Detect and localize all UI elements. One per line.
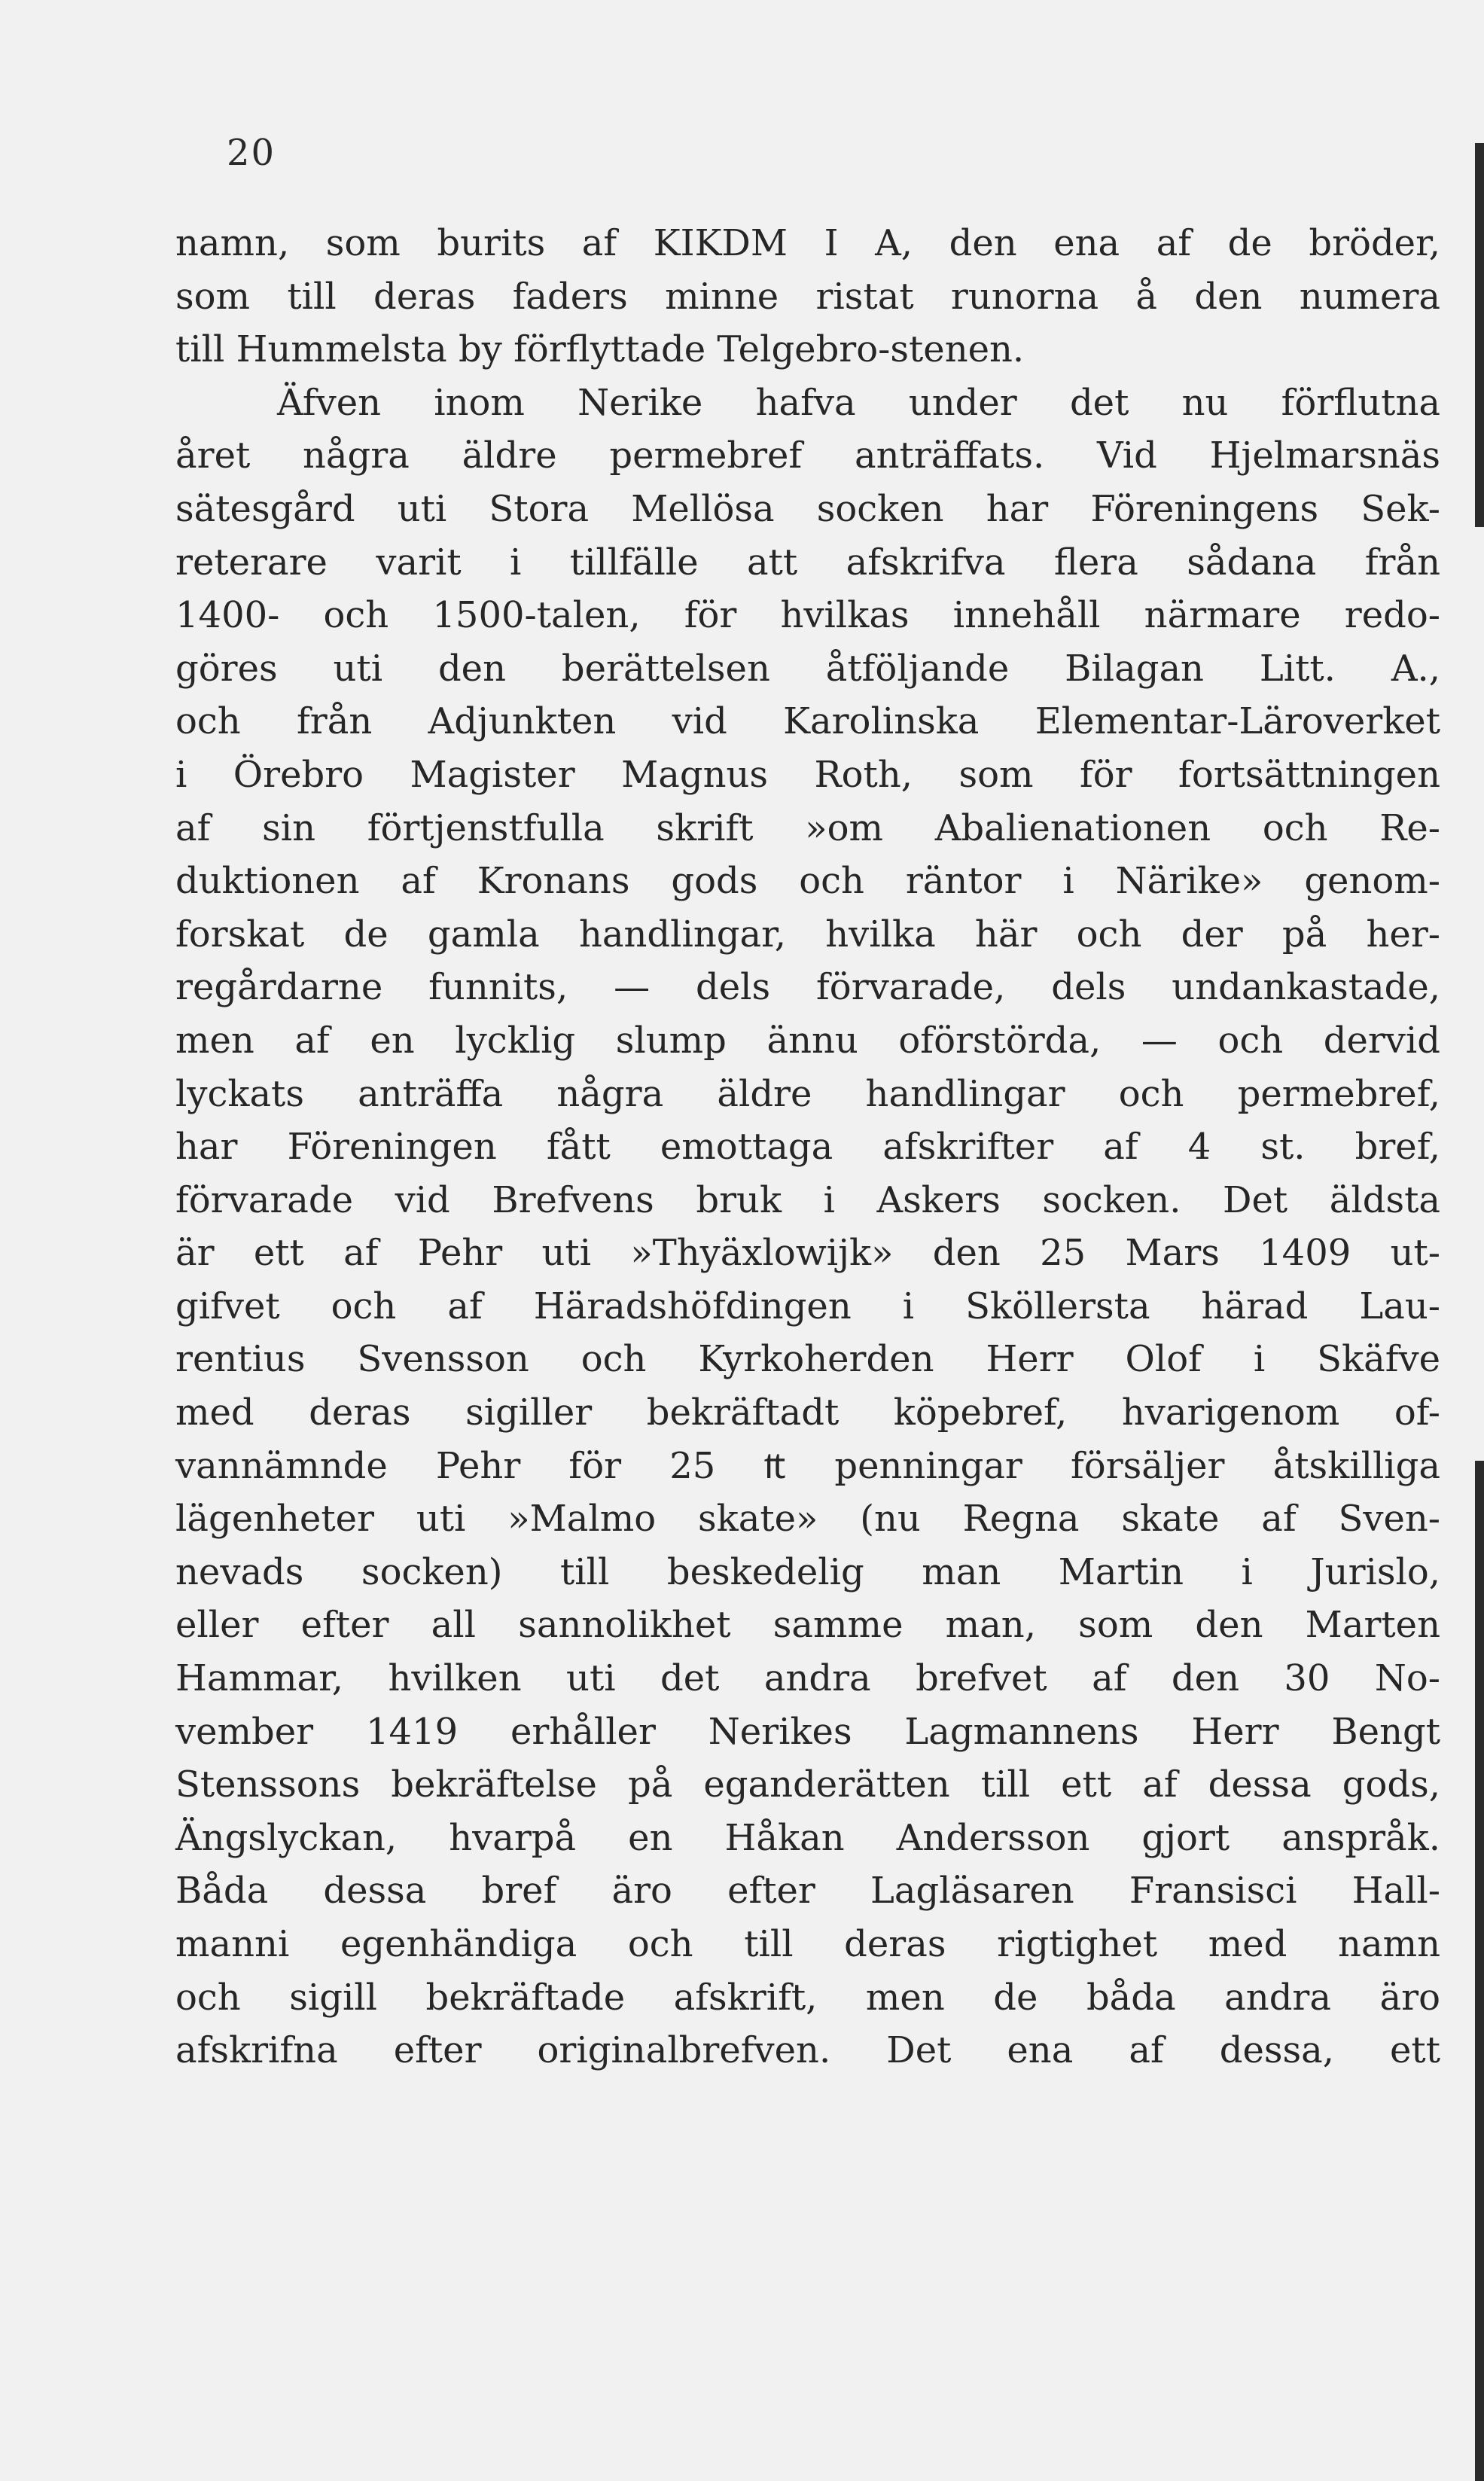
text-line-2: som till deras faders minne ristat runorna å den numera	[175, 275, 1440, 318]
text-line-26: nevads socken) till beskedelig man Martin i Jurislo,	[175, 1550, 1440, 1593]
text-line-32: Båda dessa bref äro efter Lagläsaren Fransisci Hall-	[175, 1870, 1440, 1913]
text-line-17: lyckats anträffa några äldre handlingar och permebref,	[175, 1072, 1440, 1115]
text-line-14: forskat de gamla handlingar, hvilka här och der på her-	[175, 913, 1440, 956]
text-line-10: och från Adjunkten vid Karolinska Elementar-Läroverket	[175, 700, 1440, 743]
body-text	[175, 217, 1440, 2077]
text-line-23: med deras sigiller bekräftadt köpebref, hvarigenom of-	[175, 1391, 1440, 1434]
text-line-20: är ett af Pehr uti »Thyäxlowijk» den 25 Mars 1409 ut-	[175, 1232, 1440, 1275]
text-line-29: vember 1419 erhåller Nerikes Lagmannens Herr Bengt	[175, 1710, 1440, 1753]
text-line-5: året några äldre permebref anträffats. Vid Hjelmarsnäs	[175, 434, 1440, 477]
page-right-edge-gap-middle	[1475, 527, 1484, 1461]
text-line-16: men af en lycklig slump ännu oförstörda, — och dervid	[175, 1019, 1440, 1062]
text-line-13: duktionen af Kronans gods och räntor i Närike» genom-	[175, 860, 1440, 903]
text-line-1: namn, som burits af KIKDM I A, den ena af de bröder,	[175, 222, 1440, 264]
text-line-27: eller efter all sannolikhet samme man, som den Marten	[175, 1604, 1440, 1647]
text-line-12: af sin förtjenstfulla skrift »om Abalienationen och Re-	[175, 806, 1440, 849]
text-line-25: lägenheter uti »Malmo skate» (nu Regna skate af Sven-	[175, 1498, 1440, 1541]
text-line-9: göres uti den berättelsen åtföljande Bilagan Litt. A.,	[175, 647, 1440, 690]
text-line-22: rentius Svensson och Kyrkoherden Herr Olof i Skäfve	[175, 1338, 1440, 1381]
text-line-24: vannämnde Pehr för 25 ₶ penningar försäljer åtskilliga	[175, 1444, 1440, 1487]
text-line-3: till Hummelsta by förflyttade Telgebro-stenen.	[175, 328, 1025, 371]
page-right-edge-gap-top	[1475, 0, 1484, 143]
text-line-19: förvarade vid Brefvens bruk i Askers socken. Det äldsta	[175, 1178, 1440, 1221]
text-line-31: Ängslyckan, hvarpå en Håkan Andersson gjort anspråk.	[175, 1816, 1440, 1859]
text-line-18: har Föreningen fått emottaga afskrifter af 4 st. bref,	[175, 1126, 1440, 1169]
text-line-6: sätesgård uti Stora Mellösa socken har Föreningens Sek-	[175, 487, 1440, 530]
text-line-34: och sigill bekräftade afskrift, men de båda andra äro	[175, 1976, 1440, 2019]
text-line-35: afskrifna efter originalbrefven. Det ena af dessa, ett	[175, 2029, 1440, 2072]
text-line-15: regårdarne funnits, — dels förvarade, dels undankastade,	[175, 966, 1440, 1009]
text-line-33: manni egenhändiga och till deras rigtighet med namn	[175, 1923, 1440, 1965]
text-line-11: i Örebro Magister Magnus Roth, som för fortsättningen	[175, 753, 1440, 796]
text-line-21: gifvet och af Häradshöfdingen i Sköllersta härad Lau-	[175, 1285, 1440, 1327]
text-line-30: Stenssons bekräftelse på eganderätten till ett af dessa gods,	[175, 1763, 1440, 1806]
text-line-7: reterare varit i tillfälle att afskrifva flera sådana från	[175, 541, 1440, 584]
text-line-28: Hammar, hvilken uti det andra brefvet af den 30 No-	[175, 1657, 1440, 1700]
text-line-4: Äfven inom Nerike hafva under det nu förflutna	[277, 381, 1440, 424]
page-number: 20	[227, 132, 276, 174]
text-line-8: 1400- och 1500-talen, för hvilkas innehåll närmare redo-	[175, 594, 1440, 637]
